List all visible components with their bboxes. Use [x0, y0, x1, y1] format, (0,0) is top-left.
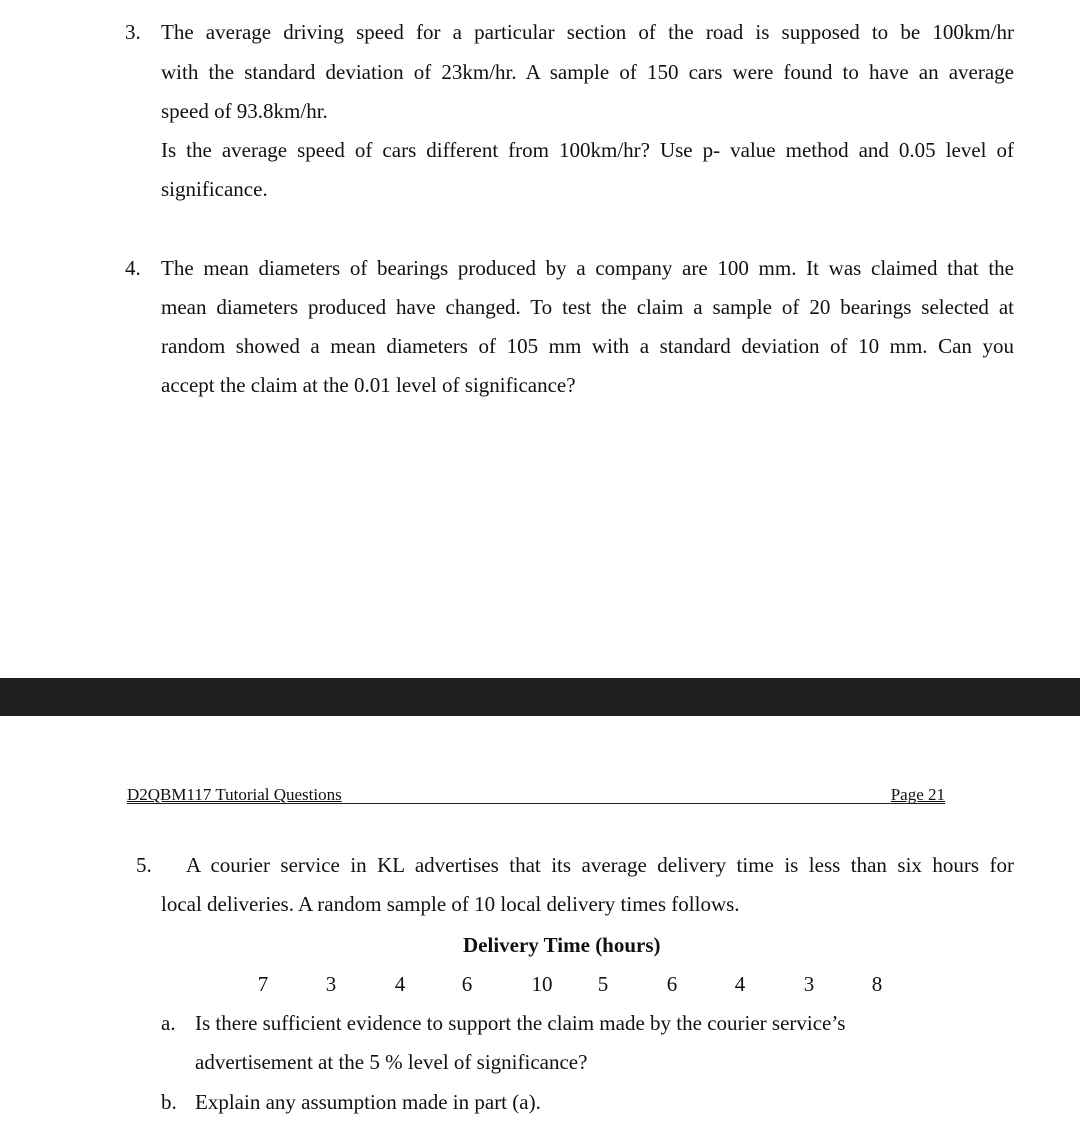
delivery-time-value: 8: [871, 972, 883, 996]
delivery-time-value: 5: [597, 972, 609, 996]
question-line: mean diameters produced have changed. To test the claim a sample of 20 bearings selected at: [161, 295, 1014, 319]
footer-page-number: Page 21: [890, 785, 945, 804]
question-line: Is there sufficient evidence to support the claim made by the courier service’s: [195, 1011, 846, 1035]
page-break-band: [0, 678, 1080, 716]
question-line: speed of 93.8km/hr.: [161, 99, 328, 123]
question-number: 5.: [136, 853, 152, 877]
question-line: The mean diameters of bearings produced by a company are 100 mm. It was claimed that the: [161, 256, 1014, 280]
delivery-time-value: 6: [461, 972, 473, 996]
question-line: A courier service in KL advertises that its average delivery time is less than six hours for: [186, 853, 1014, 877]
part-label: a.: [161, 1011, 176, 1035]
delivery-time-value: 6: [666, 972, 678, 996]
question-line: Explain any assumption made in part (a).: [195, 1090, 541, 1114]
question-line: Is the average speed of cars different from 100km/hr? Use p- value method and 0.05 level of: [161, 138, 1014, 162]
delivery-time-value: 4: [734, 972, 746, 996]
question-number: 4.: [125, 256, 141, 280]
delivery-time-value: 4: [394, 972, 406, 996]
question-line: random showed a mean diameters of 105 mm with a standard deviation of 10 mm. Can you: [161, 334, 1014, 358]
question-line: significance.: [161, 177, 268, 201]
question-line: The average driving speed for a particular section of the road is supposed to be 100km/hr: [161, 20, 1014, 44]
delivery-time-value: 3: [803, 972, 815, 996]
question-number: 3.: [125, 20, 141, 44]
table-title: Delivery Time (hours): [463, 933, 661, 957]
part-label: b.: [161, 1090, 177, 1114]
footer-course-title: D2QBM117 Tutorial Questions: [127, 785, 342, 804]
question-line: advertisement at the 5 % level of significance?: [195, 1050, 588, 1074]
question-line: accept the claim at the 0.01 level of significance?: [161, 373, 576, 397]
delivery-time-value: 10: [531, 972, 553, 996]
delivery-time-value: 3: [325, 972, 337, 996]
delivery-time-value: 7: [257, 972, 269, 996]
question-line: local deliveries. A random sample of 10 local delivery times follows.: [161, 892, 740, 916]
question-line: with the standard deviation of 23km/hr. A sample of 150 cars were found to have an average: [161, 60, 1014, 84]
